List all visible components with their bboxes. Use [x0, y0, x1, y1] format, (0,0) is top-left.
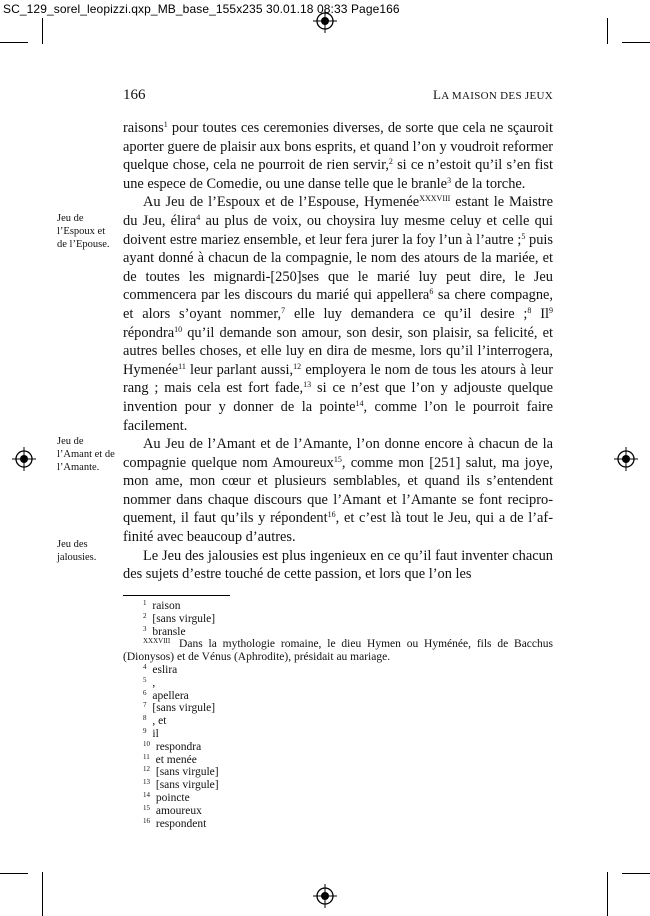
note-call: 2 [388, 157, 393, 167]
registration-mark-top-icon [313, 9, 337, 33]
text-run: qu’il demande son amour, son desir, son plaisir, sa felicité, et autres belles choses, et elle luy en dira de mesme, lors qu’il l’interrogera, Hymenée [123, 324, 553, 378]
footnote-mark: 6 [143, 688, 147, 697]
footnote [123, 741, 553, 754]
text-run: elle luy demandera ce qu’il desire ; [285, 305, 528, 322]
text-run: leur parlant aussi, [185, 361, 294, 378]
note-call: 4 [196, 212, 201, 222]
footnote [123, 818, 553, 831]
footnote-mark: 9 [143, 726, 147, 735]
footnote-rule [123, 595, 230, 596]
text-run: si ce n’est que l’on y adjouste quelque invention pour y donner de la pointe [123, 380, 553, 415]
footnote-text: eslira [149, 663, 178, 676]
registration-mark-right-icon [614, 447, 638, 471]
text-run: si ce n’estoit qu’il s’en fist une espece de Comedie, ou une danse telle que le branle [123, 157, 553, 192]
footnote-mark: 5 [143, 675, 147, 684]
footnote-mark: 3 [143, 624, 147, 633]
text-run: , comme l’on le pourroit faire facilement. [123, 398, 553, 434]
crop-mark-top-right-h [622, 42, 650, 43]
footnote-mark: 1 [143, 599, 147, 607]
footnote-mark: 16 [143, 816, 150, 825]
footnote [123, 779, 553, 792]
footnote-mark: 13 [143, 778, 150, 787]
note-call: 3 [447, 175, 452, 185]
paragraph-amant [123, 435, 553, 547]
footnote-mark: 14 [143, 790, 150, 799]
footnote [123, 702, 553, 715]
text-run: Au Jeu de l’Espoux et de l’Espouse, Hymenée [143, 194, 420, 211]
footnote-mark: 4 [143, 662, 147, 671]
running-title-rest: A MAISON DES JEUX [441, 90, 553, 102]
running-header [123, 87, 553, 103]
footnote-mark: 12 [143, 765, 150, 774]
footnote-text: Dans la mythologie romaine, le dieu Hymen ou Hyménée, fils de Bacchus (Dionysos) et de Vénus (Aphrodite), présidait au mariage. [123, 638, 553, 664]
footnote [123, 766, 553, 779]
margin-note-espoux: Jeu de l’Espoux et de l’Epouse. [57, 213, 110, 250]
footnote-text: [sans virgule] [149, 702, 216, 715]
page-number: 166 [123, 87, 146, 103]
note-call: 16 [327, 510, 336, 520]
footnote-text: [sans virgule] [153, 779, 219, 792]
footnote-text: [sans virgule] [149, 612, 216, 625]
text-run: , comme mon [251] salut, ma joye, mon ame, mon cœur et plusieurs semblables, et quand ils s’entendent nommer dans chaque discours que l’Amant et l’Amante se font reciproquement, il faut qu’ils y répondent [123, 454, 553, 527]
note-call: XXXVIII [419, 194, 451, 204]
footnote-text: et menée [152, 753, 197, 766]
text-run: sa chere compagne, et alors s’oyant nommer, [123, 287, 554, 322]
margin-note-jalousies: Jeu des jalousies. [57, 539, 97, 563]
footnote [123, 638, 553, 664]
footnote [123, 792, 553, 805]
paragraph-espoux [123, 193, 553, 435]
crop-mark-top-left-h [0, 42, 28, 43]
margin-note-amant: Jeu de l’Amant et de l’Amante. [57, 436, 115, 473]
text-run: au plus de voix, ou choysira luy mesme celuy et celle qui doivent estre mariez ensemble, et leur fera jurer la foy l’un à l’autre ; [123, 212, 553, 248]
crop-mark-bottom-left-v [42, 872, 43, 916]
footnote-text: bransle [149, 625, 186, 638]
note-call: 11 [178, 361, 186, 371]
footnote [123, 626, 553, 639]
paragraph-1 [123, 119, 553, 193]
text-run: puis ayant donné à chacun de la compagnie, le nom des atours de la mariée, et de toutes les mignardi-[250]ses que le marié luy peut dire, le Jeu commencera par les discours du marié qui appellera [123, 231, 554, 304]
footnote-text: raison [149, 600, 181, 612]
footnotes [123, 600, 553, 830]
note-call: 7 [281, 305, 286, 315]
crop-mark-top-left-v [42, 18, 43, 44]
text-run: estant le Maistre du Jeu, élira [123, 194, 553, 229]
footnote [123, 600, 553, 613]
footnote-text: amoureux [153, 804, 202, 817]
footnote-text: , et [149, 715, 167, 728]
note-call: 6 [429, 287, 434, 297]
printer-slug: SC_129_sorel_leopizzi.qxp_MB_base_155x235 30.01.18 08:33 Page166 [3, 2, 400, 16]
footnote [123, 805, 553, 818]
footnote [123, 613, 553, 626]
note-call: 15 [333, 454, 342, 464]
note-call: 14 [355, 398, 364, 408]
footnote-mark: XXXVIII [143, 637, 171, 646]
note-call: 1 [163, 120, 168, 129]
note-call: 9 [549, 305, 554, 315]
text-run: de la torche. [451, 175, 526, 192]
footnote-mark: 2 [143, 611, 147, 620]
note-call: 8 [527, 305, 532, 315]
crop-mark-top-right-v [607, 18, 608, 44]
footnote-text: [sans virgule] [153, 766, 219, 779]
body-text [123, 119, 553, 584]
text-run: Le Jeu des jalousies est plus ingenieux en ce qu’il faut inventer chacun des sujets d’estre touché de cette passion, et lors que l’on les [123, 547, 553, 583]
text-run: répondra [123, 324, 175, 341]
running-title-initial: L [433, 87, 442, 102]
footnote [123, 664, 553, 677]
footnote-text: , [149, 676, 156, 689]
paragraph-jalousies [123, 547, 553, 584]
text-run: Il [531, 305, 550, 322]
footnote-text: poincte [153, 791, 190, 804]
crop-mark-bottom-left-h [0, 873, 28, 874]
footnote-text: respondra [153, 740, 202, 753]
footnote [123, 690, 553, 703]
footnote-mark: 8 [143, 714, 147, 723]
text-run: , et c’est là tout le Jeu, qui a de l’affinité avec beaucoup d’autres. [123, 510, 553, 546]
footnote [123, 754, 553, 767]
footnote-mark: 11 [143, 752, 150, 761]
crop-mark-bottom-right-v [607, 872, 608, 916]
footnote [123, 677, 553, 690]
registration-mark-left-icon [12, 447, 36, 471]
footnote [123, 728, 553, 741]
footnote-mark: 10 [143, 739, 150, 748]
crop-mark-bottom-right-h [622, 873, 650, 874]
note-call: 13 [303, 380, 312, 390]
footnote-mark: 7 [143, 701, 147, 710]
text-run: raisons [123, 120, 164, 136]
note-call: 12 [293, 361, 302, 371]
footnote-text: respondent [153, 817, 207, 830]
text-run: pour toutes ces ceremonies diverses, de sorte que cela ne sçauroit aporter guere de plaisir aux bons esprits, et quand l’on y voudroit reformer quelque chose, cela ne pourroit de rien servir, [123, 120, 553, 174]
running-title [433, 87, 553, 103]
registration-mark-bottom-icon [313, 884, 337, 908]
footnote-text: il [149, 727, 159, 740]
footnote-text: apellera [149, 689, 189, 702]
footnote [123, 715, 553, 728]
note-call: 5 [521, 231, 526, 241]
footnote-mark: 15 [143, 803, 150, 812]
text-run: employera le nom de tous les atours à leur rang ; mais cela est fort fade, [123, 361, 553, 397]
note-call: 10 [174, 324, 183, 334]
text-run: Au Jeu de l’Amant et de l’Amante, l’on donne encore à chacun de la compagnie quelque nom Amoureux [123, 436, 553, 471]
